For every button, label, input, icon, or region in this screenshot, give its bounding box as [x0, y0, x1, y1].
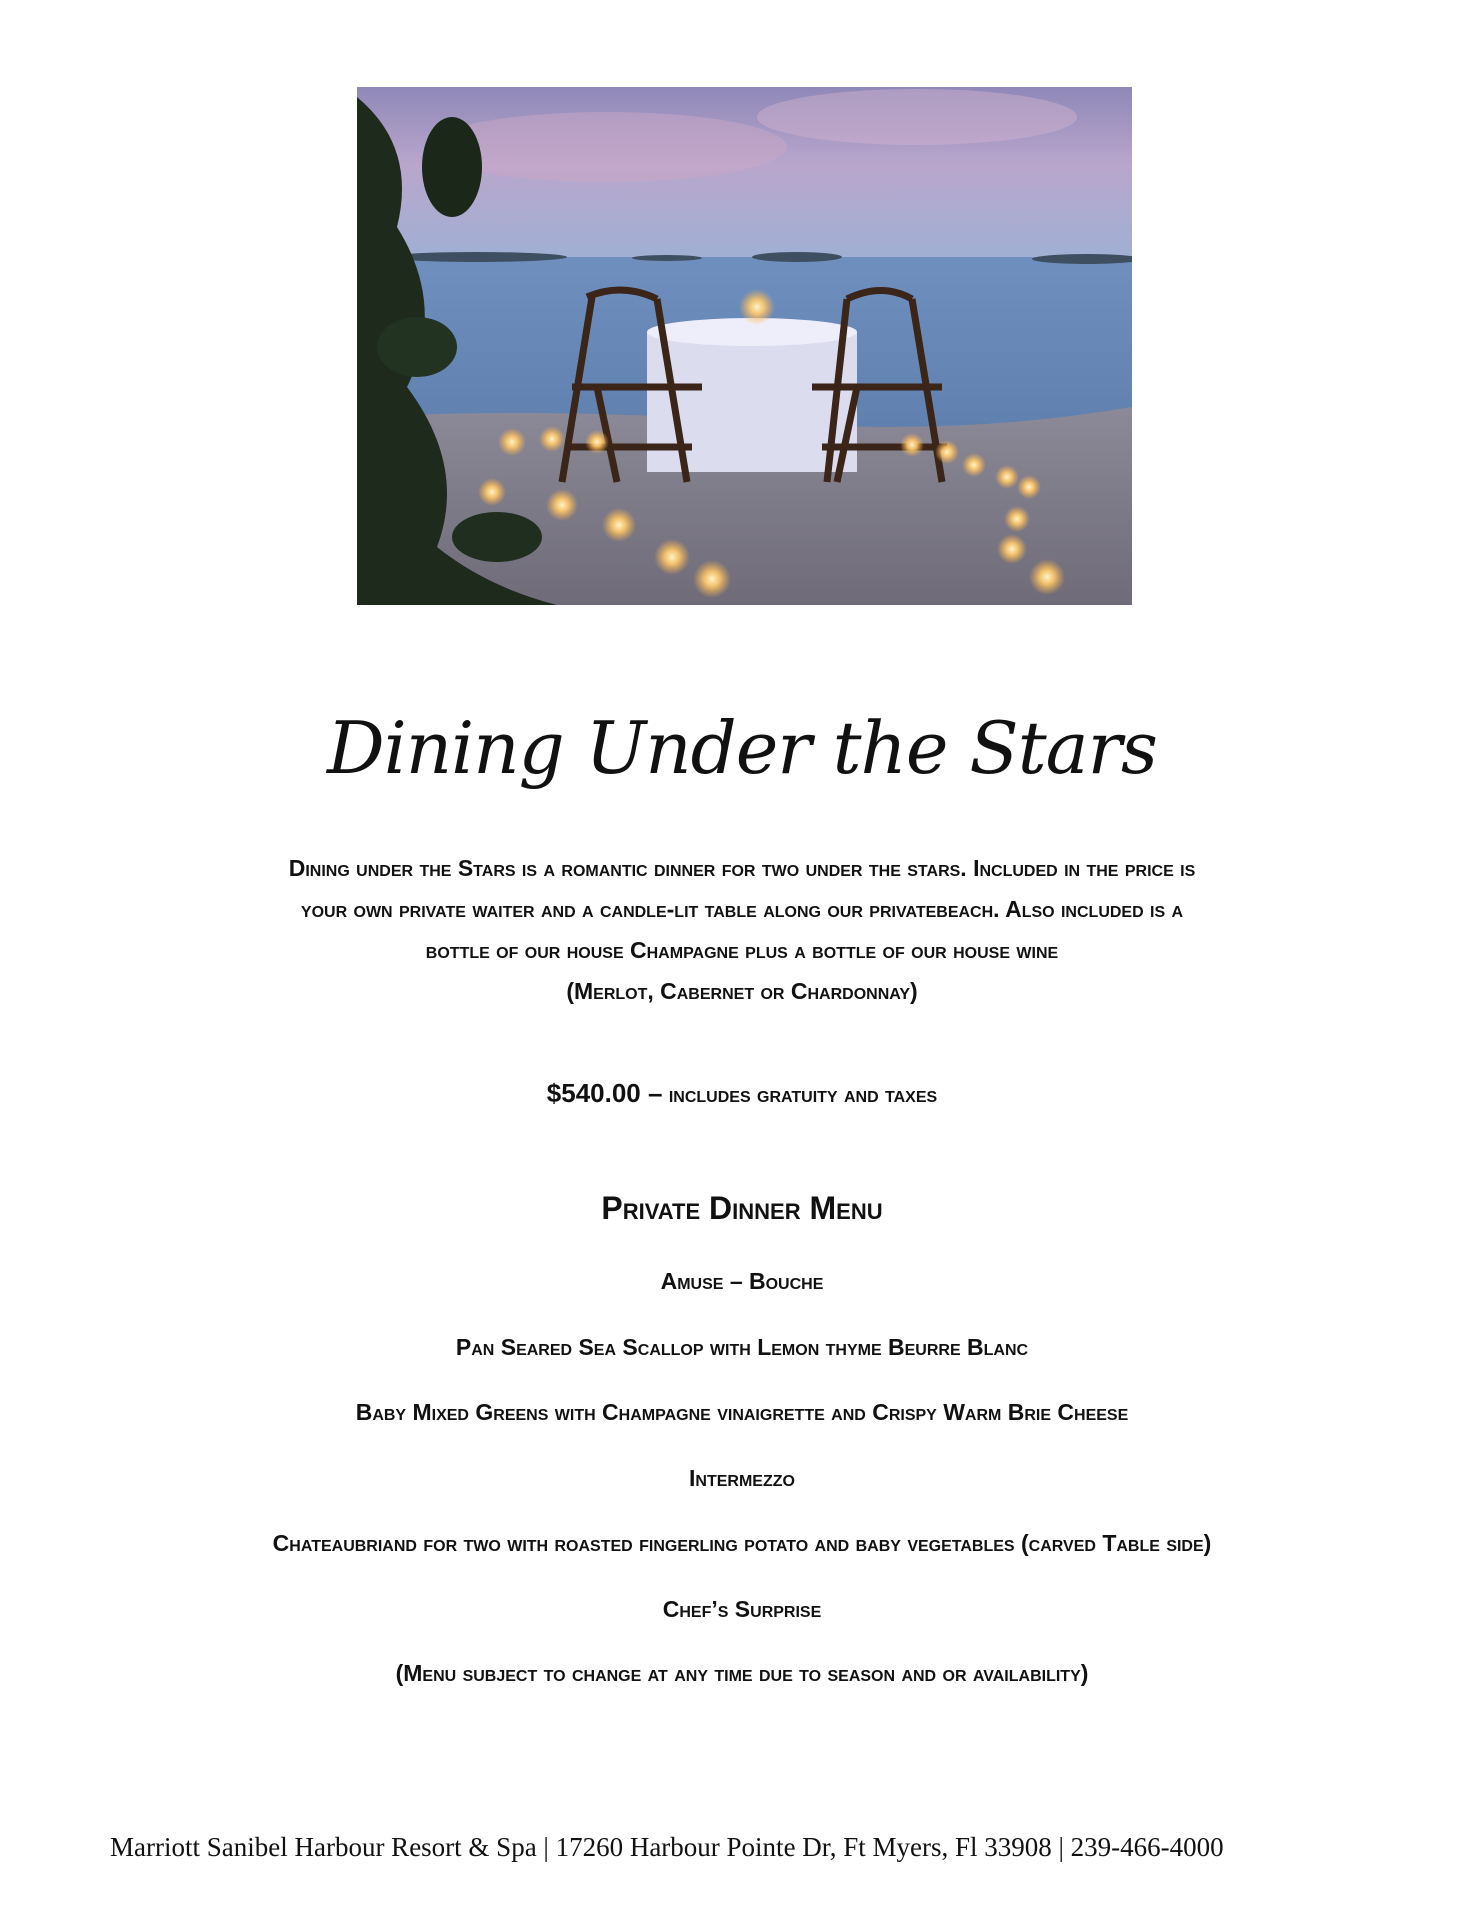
- menu-disclaimer: (Menu subject to change at any time due to season and or availability): [395, 1660, 1089, 1686]
- menu-item: Pan Seared Sea Scallop with Lemon thyme Beurre Blanc: [455, 1333, 1029, 1360]
- menu-item: Chef’s Surprise: [662, 1595, 822, 1622]
- page-title: Dining Under the Stars: [327, 706, 1157, 790]
- price-line: [0, 1078, 1484, 1109]
- menu-item: Chateaubriand for two with roasted fingerling potato and baby vegetables (carved Table side): [272, 1530, 1212, 1556]
- menu-list: [0, 1266, 1484, 1659]
- intro-line: Dining under the Stars is a romantic dinner for two under the stars. Included in the price is: [288, 855, 1196, 881]
- beach-dinner-image: [357, 87, 1132, 605]
- intro-line: (Merlot, Cabernet or Chardonnay): [566, 978, 918, 1004]
- menu-item: Intermezzo: [689, 1464, 795, 1491]
- beach-dinner-photo: [357, 87, 1132, 605]
- menu-item: Baby Mixed Greens with Champagne vinaigrette and Crispy Warm Brie Cheese: [355, 1399, 1129, 1425]
- menu-heading: Private Dinner Menu: [601, 1190, 883, 1226]
- intro-paragraph: [150, 848, 1334, 1012]
- intro-line: bottle of our house Champagne plus a bottle of our house wine: [425, 937, 1059, 963]
- menu-item: Amuse – Bouche: [660, 1268, 824, 1294]
- footer-address: Marriott Sanibel Harbour Resort & Spa | 17260 Harbour Pointe Dr, Ft Myers, Fl 33908 | 239-466-4000: [110, 1832, 1224, 1862]
- intro-line: your own private waiter and a candle-lit table along our privatebeach. Also included is a: [300, 896, 1184, 922]
- price-note: includes gratuity and taxes: [668, 1081, 938, 1107]
- price-amount: $540.00 –: [546, 1078, 663, 1108]
